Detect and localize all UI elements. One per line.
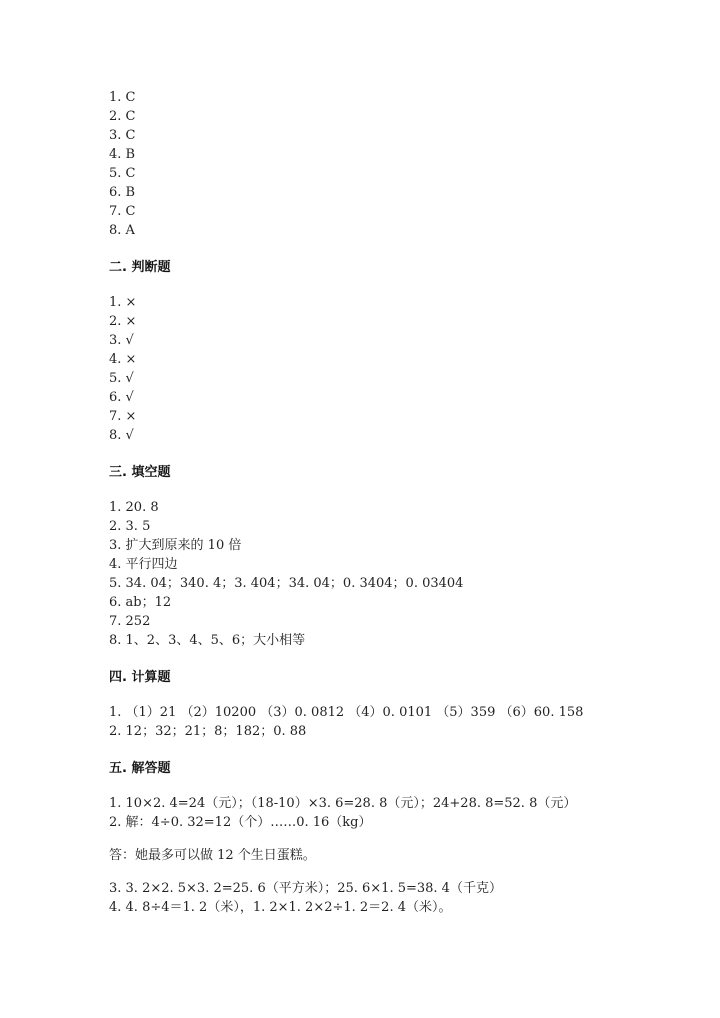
section-heading: 五. 解答题	[109, 761, 171, 776]
fill-blank-answer-8: 8. 1、2、3、4、5、6；大小相等	[109, 633, 306, 648]
calculation-answer-2: 2. 12；32；21；8；182；0. 88	[109, 724, 307, 739]
word-problem-answer-3: 3. 3. 2×2. 5×3. 2=25. 6（平方米）；25. 6×1. 5=38. 4（千克）	[109, 881, 502, 896]
word-problem-conclusion: 答：她最多可以做 12 个生日蛋糕。	[109, 848, 316, 863]
choice-answer-7: 7. C	[109, 204, 136, 219]
answer-sheet	[109, 88, 669, 917]
true-false-answer-7: 7. ×	[109, 409, 137, 424]
fill-blank-answer-5: 5. 34. 04；340. 4；3. 404；34. 04；0. 3404；0. 03404	[109, 576, 464, 591]
choice-answer-5: 5. C	[109, 166, 136, 181]
section-heading: 三. 填空题	[109, 465, 171, 480]
choice-answer-2: 2. C	[109, 109, 136, 124]
fill-blank-answer-4: 4. 平行四边	[109, 557, 178, 572]
section-choice-answers	[109, 88, 669, 240]
fill-blank-answer-2: 2. 3. 5	[109, 519, 151, 534]
choice-answer-1: 1. C	[109, 90, 136, 105]
section-true-false	[109, 258, 669, 445]
true-false-answer-3: 3. √	[109, 333, 134, 348]
section-heading: 二. 判断题	[109, 260, 171, 275]
true-false-answer-8: 8. √	[109, 428, 134, 443]
section-fill-blank	[109, 463, 669, 650]
choice-answer-4: 4. B	[109, 147, 136, 162]
word-problem-answer-4: 4. 4. 8÷4＝1. 2（米），1. 2×1. 2×2÷1. 2＝2. 4（米）。	[109, 900, 452, 915]
section-heading: 四. 计算题	[109, 670, 171, 685]
fill-blank-answer-3: 3. 扩大到原来的 10 倍	[109, 538, 242, 553]
fill-blank-answer-7: 7. 252	[109, 614, 151, 629]
fill-blank-answer-6: 6. ab；12	[109, 595, 172, 610]
word-problem-answer-2: 2. 解：4÷0. 32=12（个）……0. 16（kg）	[109, 815, 372, 830]
choice-answer-8: 8. A	[109, 223, 135, 238]
spacer	[109, 832, 669, 846]
spacer	[109, 865, 669, 879]
true-false-answer-4: 4. ×	[109, 352, 137, 367]
fill-blank-answer-1: 1. 20. 8	[109, 500, 159, 515]
true-false-answer-6: 6. √	[109, 390, 134, 405]
true-false-answer-5: 5. √	[109, 371, 134, 386]
section-word-problems	[109, 759, 669, 917]
section-calculation	[109, 668, 669, 741]
calculation-answer-1: 1. （1）21 （2）10200 （3）0. 0812 （4）0. 0101 （5）359 （6）60. 158	[109, 705, 584, 720]
true-false-answer-1: 1. ×	[109, 295, 137, 310]
choice-answer-3: 3. C	[109, 128, 136, 143]
choice-answer-6: 6. B	[109, 185, 136, 200]
word-problem-answer-1: 1. 10×2. 4=24（元）；（18-10）×3. 6=28. 8（元）；24+28. 8=52. 8（元）	[109, 796, 577, 811]
true-false-answer-2: 2. ×	[109, 314, 137, 329]
